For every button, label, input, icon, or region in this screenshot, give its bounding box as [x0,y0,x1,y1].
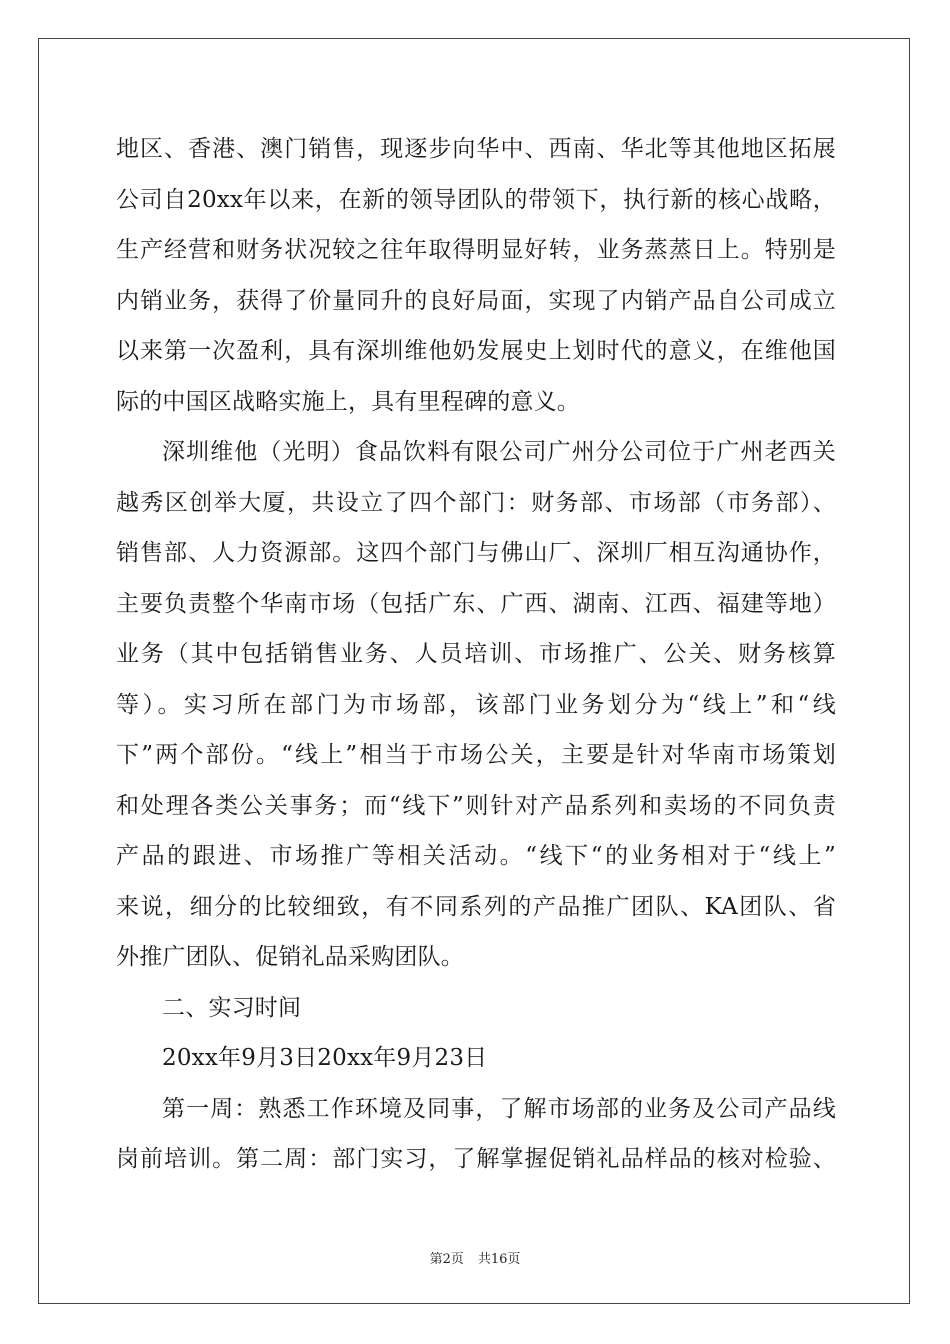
text-line: 下”两个部份。“线上”相当于市场公关，主要是针对华南市场策划 [116,742,836,768]
document-body [116,124,836,1185]
text-line: 岗前培训。第二周：部门实习，了解掌握促销礼品样品的核对检验、 [116,1146,836,1172]
total-pages: 共16页 [477,1252,521,1267]
text-line: 业务（其中包括销售业务、人员培训、市场推广、公关、财务核算 [116,641,836,667]
text-line: 以来第一次盈利，具有深圳维他奶发展史上划时代的意义，在维他国 [116,338,836,364]
text-line: 主要负责整个华南市场（包括广东、广西、湖南、江西、福建等地） [116,590,836,617]
page-footer [0,1248,950,1267]
section-heading: 二、实习时间 [162,994,302,1021]
text-line: 产品的跟进、市场推广等相关活动。“线下“的业务相对于“线上” [116,843,836,869]
text-line: 销售部、人力资源部。这四个部门与佛山厂、深圳厂相互沟通协作， [116,540,836,566]
text-line: 等）。实习所在部门为市场部，该部门业务划分为“线上”和“线 [116,691,836,718]
text-line: 越秀区创举大厦，共设立了四个部门：财务部、市场部（市务部）、 [116,489,836,516]
text-line: 际的中国区战略实施上，具有里程碑的意义。 [116,388,580,415]
paragraph-start-line: 第一周：熟悉工作环境及同事，了解市场部的业务及公司产品线 [162,1095,836,1122]
text-line: 外推广团队、促销礼品采购团队。 [116,944,464,970]
text-line: 内销业务，获得了价量同升的良好局面，实现了内销产品自公司成立 [116,287,836,314]
text-line: 地区、香港、澳门销售，现逐步向华中、西南、华北等其他地区拓展 [116,136,836,162]
date-range-line: 20xx年9月3日20xx年9月23日 [162,1045,488,1071]
page-number: 第2页 [429,1252,464,1267]
text-line: 来说，细分的比较细致，有不同系列的产品推广团队、KA团队、省 [116,893,836,920]
text-line: 生产经营和财务状况较之往年取得明显好转，业务蒸蒸日上。特别是 [116,237,836,263]
text-line: 和处理各类公关事务；而“线下”则针对产品系列和卖场的不同负责 [116,792,836,819]
paragraph-start-line: 深圳维他（光明）食品饮料有限公司广州分公司位于广州老西关 [162,439,836,465]
text-line: 公司自20xx年以来，在新的领导团队的带领下，执行新的核心战略， [116,186,836,213]
